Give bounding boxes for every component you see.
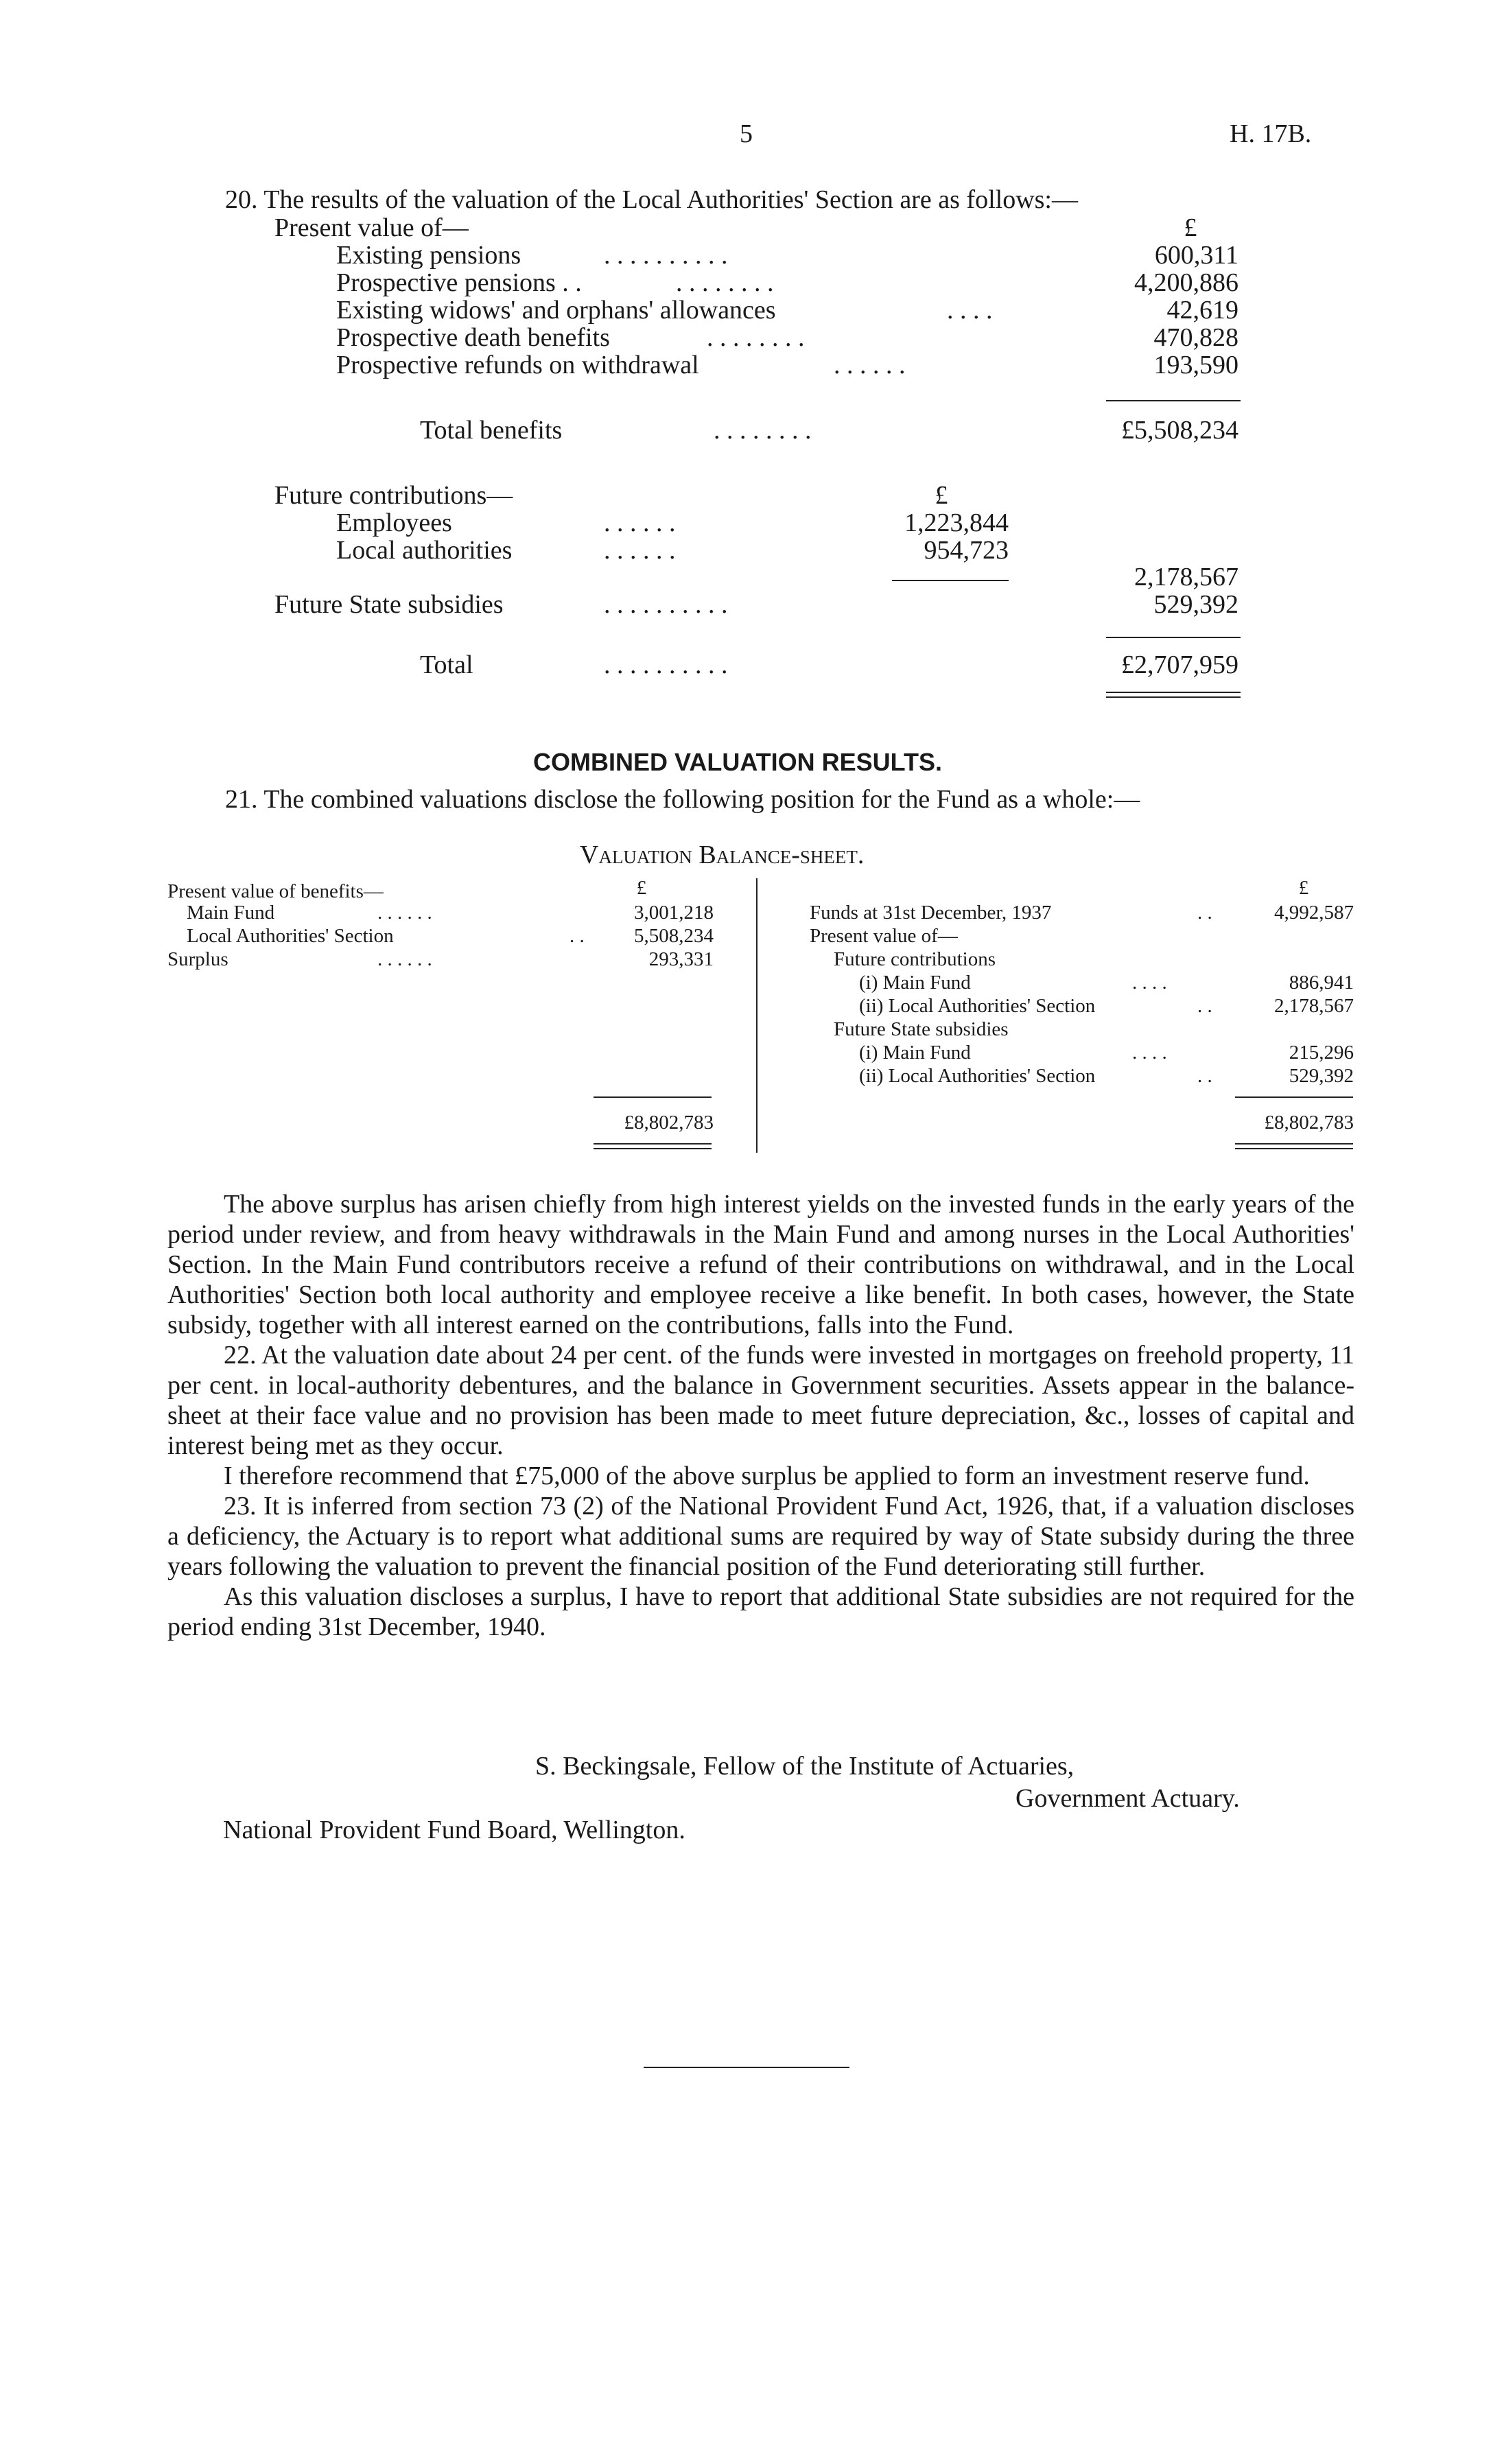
right-total: £8,802,783 bbox=[1264, 1112, 1354, 1134]
item-value: 470,828 bbox=[1153, 323, 1238, 352]
leader-dots: . . . . . . . . bbox=[707, 323, 805, 352]
contributions-subtotal: 2,178,567 bbox=[1134, 563, 1238, 591]
right-currency: £ bbox=[1298, 877, 1309, 899]
balance-sheet-title: Valuation Balance-sheet. bbox=[580, 841, 865, 869]
future-contributions-label: Future contributions— bbox=[274, 481, 513, 510]
paragraph-conclusion: As this valuation discloses a surplus, I have to report that additional State subsidies are not required for the period ending 31st December, 1940. bbox=[167, 1582, 1354, 1641]
item-value: 600,311 bbox=[1154, 241, 1238, 270]
total-benefits-label: Total benefits bbox=[420, 416, 563, 445]
page-number: 5 bbox=[740, 119, 753, 148]
leader-dots: . . bbox=[570, 925, 585, 947]
combined-heading: COMBINED VALUATION RESULTS. bbox=[533, 748, 942, 776]
left-total: £8,802,783 bbox=[624, 1112, 714, 1134]
right-row-value: 215,296 bbox=[1289, 1042, 1354, 1064]
item-label: Prospective death benefits bbox=[336, 323, 610, 352]
leader-dots: . . bbox=[1197, 1065, 1212, 1087]
board-location: National Provident Fund Board, Wellington. bbox=[223, 1816, 685, 1844]
contribution-label: Employees bbox=[336, 508, 452, 537]
signature-name: S. Beckingsale, Fellow of the Institute of Actuaries, bbox=[535, 1752, 1075, 1781]
leader-dots: . . . . . . bbox=[377, 948, 432, 970]
right-row-label: (i) Main Fund bbox=[859, 972, 971, 994]
contrib-rule bbox=[892, 580, 1009, 581]
right-row-label: Future contributions bbox=[834, 948, 996, 970]
leader-dots: . . . . bbox=[1132, 972, 1167, 994]
total-value: £2,707,959 bbox=[1121, 650, 1238, 679]
item-value: 4,200,886 bbox=[1134, 268, 1238, 297]
paragraph-surplus: The above surplus has arisen chiefly from high interest yields on the invested funds in the early years of the period under review, and from heavy withdrawals in the Main Fund and among nurses in the Local Authorities' Section. In the Main Fund contributors receive a refund of their contributions on withdrawal, and in the Local Authorities' Section both local authority and employee receive a like benefit. In both cases, however, the State subsidy, together with all interest earned on the contributions, falls into the Fund. bbox=[167, 1190, 1354, 1339]
signature-title: Government Actuary. bbox=[1015, 1784, 1240, 1813]
balance-sheet-divider bbox=[756, 878, 758, 1153]
future-state-label: Future State subsidies bbox=[274, 590, 504, 619]
paragraph-recommendation: I therefore recommend that £75,000 of the above surplus be applied to form an investment reserve fund. bbox=[224, 1462, 1310, 1490]
item-label: Prospective refunds on withdrawal bbox=[336, 351, 699, 379]
item-value: 193,590 bbox=[1153, 351, 1238, 379]
right-row-label: Future State subsidies bbox=[834, 1018, 1009, 1040]
leader-dots: . . . . bbox=[1132, 1042, 1167, 1064]
section-21-intro: 21. The combined valuations disclose the following position for the Fund as a whole:— bbox=[225, 785, 1140, 814]
left-currency: £ bbox=[636, 877, 647, 899]
right-total-double-rule-1 bbox=[1235, 1143, 1353, 1145]
right-row-label: (ii) Local Authorities' Section bbox=[859, 995, 1096, 1017]
right-row-label: (ii) Local Authorities' Section bbox=[859, 1065, 1096, 1087]
item-label: Existing pensions bbox=[336, 241, 521, 270]
paragraph-23: 23. It is inferred from section 73 (2) of the National Provident Fund Act, 1926, that, if a valuation discloses a deficiency, the Actuary is to report what additional sums are required by way of State subsidy during the three years following the valuation to prevent the financial position of the Fund deteriorating still further. bbox=[167, 1492, 1354, 1581]
total-benefits-value: £5,508,234 bbox=[1121, 416, 1238, 445]
right-row-value: 886,941 bbox=[1289, 972, 1354, 994]
left-row-value: 293,331 bbox=[648, 948, 714, 970]
right-row-value: 4,992,587 bbox=[1274, 902, 1354, 924]
left-total-double-rule-1 bbox=[594, 1143, 712, 1145]
section-20-intro: 20. The results of the valuation of the Local Authorities' Section are as follows:— bbox=[225, 185, 1078, 214]
contribution-value: 1,223,844 bbox=[904, 508, 1009, 537]
contribution-label: Local authorities bbox=[336, 536, 513, 565]
leader-dots: . . . . . . . . bbox=[676, 268, 774, 297]
total-double-rule-2 bbox=[1106, 696, 1241, 698]
leader-dots: . . . . . . bbox=[604, 536, 676, 565]
leader-dots: . . bbox=[1197, 995, 1212, 1017]
left-row-label: Present value of benefits— bbox=[167, 880, 384, 902]
left-row-value: 3,001,218 bbox=[634, 902, 714, 924]
contrib-currency: £ bbox=[935, 481, 948, 510]
leader-dots: . . . . . . . . bbox=[714, 416, 812, 445]
right-row-label: Funds at 31st December, 1937 bbox=[810, 902, 1052, 924]
left-row-label: Surplus bbox=[167, 948, 228, 970]
subtotal-rule bbox=[1106, 400, 1241, 401]
right-row-value: 2,178,567 bbox=[1274, 995, 1354, 1017]
leader-dots: . . . . . . . . . . bbox=[604, 241, 728, 270]
document-reference: H. 17B. bbox=[1230, 119, 1312, 148]
right-total-rule bbox=[1235, 1096, 1353, 1098]
right-row-label: (i) Main Fund bbox=[859, 1042, 971, 1064]
right-row-label: Present value of— bbox=[810, 925, 958, 947]
right-row-value: 529,392 bbox=[1289, 1065, 1354, 1087]
total-label: Total bbox=[420, 650, 473, 679]
leader-dots: . . . . . . . . . . bbox=[604, 590, 728, 619]
item-value: 42,619 bbox=[1166, 296, 1238, 325]
right-total-double-rule-2 bbox=[1235, 1148, 1353, 1149]
closing-rule bbox=[644, 2067, 849, 2068]
leader-dots: . . . . . . bbox=[377, 902, 432, 924]
contribution-value: 954,723 bbox=[924, 536, 1009, 565]
item-label: Existing widows' and orphans' allowances bbox=[336, 296, 776, 325]
left-row-value: 5,508,234 bbox=[634, 925, 714, 947]
left-row-label: Main Fund bbox=[187, 902, 275, 924]
future-state-value: 529,392 bbox=[1153, 590, 1238, 619]
present-value-label: Present value of— bbox=[274, 213, 469, 242]
leader-dots: . . . . . . . . . . bbox=[604, 650, 728, 679]
total-double-rule-1 bbox=[1106, 692, 1241, 693]
leader-dots: . . . . . . bbox=[604, 508, 676, 537]
body-text bbox=[167, 1189, 1354, 1642]
leader-dots: . . bbox=[1197, 902, 1212, 924]
currency-header: £ bbox=[1184, 213, 1197, 242]
item-label: Prospective pensions . . bbox=[336, 268, 582, 297]
paragraph-22: 22. At the valuation date about 24 per cent. of the funds were invested in mortgages on freehold property, 11 per cent. in local-authority debentures, and the balance in Government securities. Assets appear in the balance-sheet at their face value and no provision has been made to meet future depreciation, &c., losses of capital and interest being met as they occur. bbox=[167, 1341, 1354, 1460]
total-rule bbox=[1106, 637, 1241, 638]
left-row-label: Local Authorities' Section bbox=[187, 925, 394, 947]
left-total-rule bbox=[594, 1096, 712, 1098]
leader-dots: . . . . . . bbox=[834, 351, 906, 379]
left-total-double-rule-2 bbox=[594, 1148, 712, 1149]
leader-dots: . . . . bbox=[947, 296, 993, 325]
